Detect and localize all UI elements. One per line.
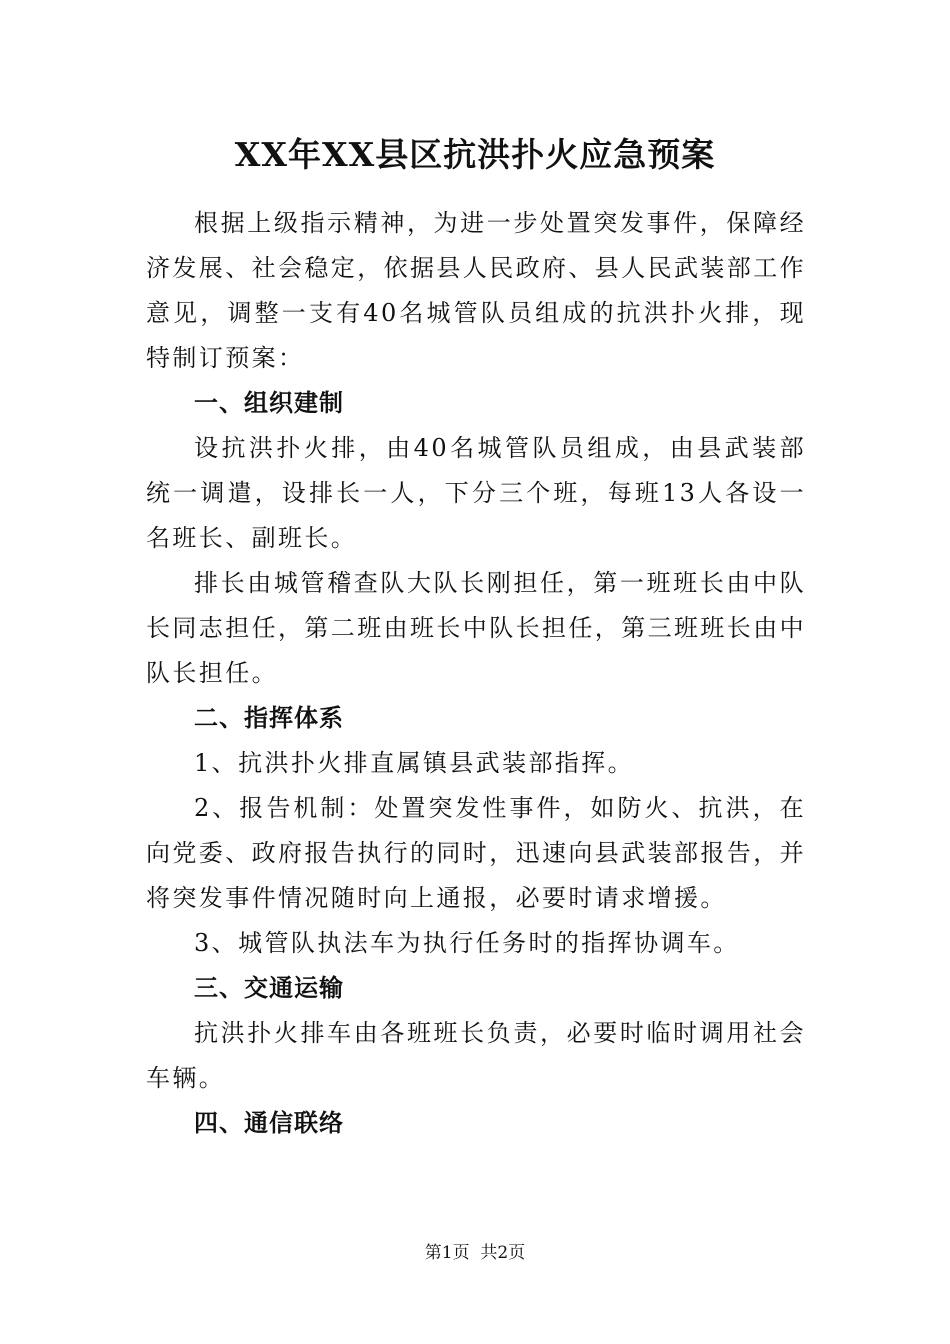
paragraph-command-1: 1、抗洪扑火排直属镇县武装部指挥。 [194, 749, 635, 777]
paragraph-command-3: 3、城管队执法车为执行任务时的指挥协调车。 [194, 929, 740, 957]
paragraph-organization-1: 设抗洪扑火排，由40名城管队员组成，由县武装部统一调遣，设排长一人，下分三个班，每班13人各设一名班长、副班长。 [146, 434, 806, 552]
section-heading-organization: 一、组织建制 [194, 389, 344, 417]
section-heading-command: 二、指挥体系 [194, 704, 344, 732]
page-number: 第1页 [424, 1243, 470, 1263]
paragraph-organization-2: 排长由城管稽查队大队长刚担任，第一班班长由中队长同志担任，第二班由班长中队长担任，第三班班长由中队长担任。 [146, 569, 806, 687]
paragraph-command-2: 2、报告机制：处置突发性事件，如防火、抗洪，在向党委、政府报告执行的同时，迅速向县武装部报告，并将突发事件情况随时向上通报，必要时请求增援。 [146, 794, 806, 912]
page-total: 共2页 [480, 1243, 526, 1263]
paragraph-intro: 根据上级指示精神，为进一步处置突发事件，保障经济发展、社会稳定，依据县人民政府、县人民武装部工作意见，调整一支有40名城管队员组成的抗洪扑火排，现特制订预案： [146, 209, 806, 372]
section-heading-transport: 三、交通运输 [194, 974, 344, 1002]
section-heading-communication: 四、通信联络 [194, 1109, 344, 1137]
document-title: XX年XX县区抗洪扑火应急预案 [234, 135, 716, 174]
paragraph-transport: 抗洪扑火排车由各班班长负责，必要时临时调用社会车辆。 [146, 1019, 806, 1092]
document-body [146, 201, 806, 1146]
page-footer [0, 1240, 950, 1266]
